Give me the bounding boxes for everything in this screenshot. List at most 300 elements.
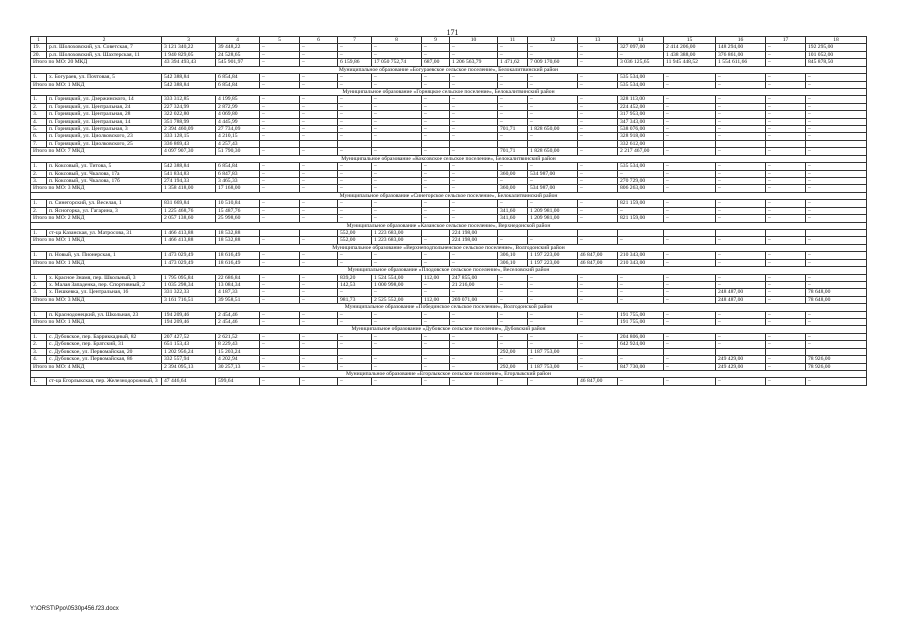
cell-col-14: –	[618, 356, 664, 363]
cell-col-14: 210 343,00	[618, 252, 664, 259]
cell-col-13: –	[578, 274, 618, 281]
cell-col-11: –	[498, 378, 528, 385]
cell-col-17: –	[766, 341, 806, 348]
cell-col-3: 194 209,46	[162, 311, 216, 318]
cell-col-15: 2 414 206,00	[664, 44, 716, 51]
cell-col-4: 18 532,88	[216, 237, 260, 244]
cell-col-3: 1 473 029,49	[162, 252, 216, 259]
cell-col-5: –	[260, 148, 300, 155]
cell-col-12: –	[528, 378, 578, 385]
cell-col-16: –	[716, 133, 766, 140]
cell-col-15: –	[664, 356, 716, 363]
cell-col-12: –	[528, 319, 578, 326]
cell-col-4: 51 790,30	[216, 148, 260, 155]
cell-col-15	[664, 229, 716, 236]
cell-col-17: –	[766, 207, 806, 214]
cell-col-8: –	[372, 51, 422, 58]
column-number-16: 16	[716, 37, 766, 44]
cell-col-3: 542 388,84	[162, 163, 216, 170]
cell-col-13	[578, 140, 618, 147]
cell-col-8: –	[372, 200, 422, 207]
cell-col-15: –	[664, 148, 716, 155]
cell-col-7: –	[338, 259, 372, 266]
row-number-cell: 1.	[31, 274, 47, 281]
cell-col-7: 839,20	[338, 274, 372, 281]
cell-col-17	[766, 140, 806, 147]
cell-col-7: 142,53	[338, 281, 372, 288]
cell-col-16: 248 487,00	[716, 289, 766, 296]
column-number-6: 6	[300, 37, 338, 44]
total-label: Итого по МО: 3 МКД	[31, 185, 162, 192]
row-number-cell: 4.	[31, 356, 47, 363]
cell-col-9: –	[422, 185, 450, 192]
total-row	[31, 81, 867, 88]
cell-col-3: 336 869,43	[162, 140, 216, 147]
cell-col-12: –	[528, 51, 578, 58]
cell-col-12: –	[528, 163, 578, 170]
total-label: Итого по МО: 1 МКД	[31, 81, 162, 88]
section-heading: Муниципальное образование «Плодовское сельское поселение», Веселовский район	[31, 267, 867, 274]
cell-col-4: 27 734,09	[216, 126, 260, 133]
cell-col-8: –	[372, 289, 422, 296]
cell-col-14: –	[618, 51, 664, 58]
column-number-row	[31, 37, 867, 44]
cell-col-17: –	[766, 378, 806, 385]
total-row	[31, 259, 867, 266]
cell-col-5	[260, 140, 300, 147]
cell-col-13: –	[578, 289, 618, 296]
section-heading-row	[31, 326, 867, 333]
address-cell: п. Горняцкий, ул. Циолковского, 25	[47, 140, 162, 147]
cell-col-18: –	[806, 259, 867, 266]
cell-col-6: –	[300, 378, 338, 385]
cell-col-5: –	[260, 215, 300, 222]
cell-col-18: –	[806, 178, 867, 185]
cell-col-6: –	[300, 148, 338, 155]
cell-col-7: –	[338, 178, 372, 185]
cell-col-13: –	[578, 281, 618, 288]
cell-col-4: 15 203,24	[216, 348, 260, 355]
cell-col-18: –	[806, 126, 867, 133]
cell-col-17: –	[766, 163, 806, 170]
cell-col-12: 1 187 753,00	[528, 348, 578, 355]
table-row	[31, 118, 867, 125]
cell-col-13: 46 847,00	[578, 259, 618, 266]
cell-col-18: –	[806, 96, 867, 103]
row-number-cell: 20.	[31, 51, 47, 58]
cell-col-16: 249 429,00	[716, 356, 766, 363]
section-heading: Муниципальное образование «Казанское сельское поселение», Верхнедонской район	[31, 222, 867, 229]
table-row	[31, 289, 867, 296]
row-number-cell: 2.	[31, 207, 47, 214]
cell-col-10: –	[450, 51, 498, 58]
cell-col-5: –	[260, 178, 300, 185]
table-row	[31, 252, 867, 259]
cell-col-17: –	[766, 311, 806, 318]
cell-col-5: –	[260, 341, 300, 348]
section-heading: Муниципальное образование «Синегорское сельское поселение», Белокалитвинский район	[31, 192, 867, 199]
table-row	[31, 51, 867, 58]
cell-col-5: –	[260, 378, 300, 385]
cell-col-10: –	[450, 163, 498, 170]
column-number-12: 12	[528, 37, 578, 44]
cell-col-14: 204 806,00	[618, 333, 664, 340]
cell-col-3: 541 834,83	[162, 170, 216, 177]
cell-col-6: –	[300, 126, 338, 133]
cell-col-14: 191 755,00	[618, 311, 664, 318]
cell-col-13: –	[578, 200, 618, 207]
cell-col-11: –	[498, 51, 528, 58]
cell-col-11: –	[498, 163, 528, 170]
cell-col-3: 2 394 095,13	[162, 363, 216, 370]
cell-col-4: 15 487,76	[216, 207, 260, 214]
address-cell: п. Горняцкий, ул. Центральная, 28	[47, 111, 162, 118]
cell-col-8: 1 223 683,00	[372, 237, 422, 244]
cell-col-12: –	[528, 311, 578, 318]
cell-col-12: –	[528, 237, 578, 244]
column-number-15: 15	[664, 37, 716, 44]
cell-col-14: 3 036 125,65	[618, 59, 664, 66]
cell-col-12	[528, 229, 578, 236]
address-cell: п. Горняцкий, ул. Циолковского, 23	[47, 133, 162, 140]
cell-col-8: –	[372, 170, 422, 177]
table-body	[31, 44, 867, 385]
cell-col-17: –	[766, 126, 806, 133]
cell-col-3: 194 209,46	[162, 319, 216, 326]
cell-col-11: 292,00	[498, 363, 528, 370]
cell-col-10: –	[450, 215, 498, 222]
cell-col-14: 191 755,00	[618, 319, 664, 326]
cell-col-17: –	[766, 252, 806, 259]
cell-col-7: –	[338, 311, 372, 318]
cell-col-7: –	[338, 289, 372, 296]
cell-col-18: –	[806, 200, 867, 207]
table-row	[31, 348, 867, 355]
cell-col-13: –	[578, 74, 618, 81]
cell-col-8: –	[372, 185, 422, 192]
cell-col-3: 1 940 829,05	[162, 51, 216, 58]
cell-col-6: –	[300, 103, 338, 110]
cell-col-12: 534 987,00	[528, 185, 578, 192]
cell-col-17: –	[766, 44, 806, 51]
cell-col-12: 1 197 223,00	[528, 252, 578, 259]
cell-col-18: –	[806, 207, 867, 214]
cell-col-13: –	[578, 215, 618, 222]
cell-col-17: –	[766, 296, 806, 303]
row-number-cell: 3.	[31, 111, 47, 118]
cell-col-3: 3 161 716,51	[162, 296, 216, 303]
table-row	[31, 170, 867, 177]
cell-col-11: –	[498, 133, 528, 140]
row-number-cell: 7.	[31, 140, 47, 147]
cell-col-12: 1 197 223,00	[528, 259, 578, 266]
cell-col-14: 224 452,00	[618, 103, 664, 110]
cell-col-11: –	[498, 118, 528, 125]
cell-col-11: 1 471,62	[498, 59, 528, 66]
cell-col-5: –	[260, 200, 300, 207]
cell-col-6	[300, 348, 338, 355]
cell-col-8: –	[372, 74, 422, 81]
cell-col-3: 1 225 468,76	[162, 207, 216, 214]
cell-col-4: 3 465,33	[216, 178, 260, 185]
row-number-cell: 1.	[31, 200, 47, 207]
cell-col-6: –	[300, 296, 338, 303]
cell-col-13: –	[578, 44, 618, 51]
cell-col-5: –	[260, 274, 300, 281]
cell-col-12: –	[528, 274, 578, 281]
section-heading: Муниципальное образование «Коксовское сельское поселение», Белокалитвинский район	[31, 155, 867, 162]
cell-col-7: –	[338, 44, 372, 51]
cell-col-16: –	[716, 252, 766, 259]
cell-col-5: –	[260, 103, 300, 110]
table-row	[31, 44, 867, 51]
cell-col-15: –	[664, 259, 716, 266]
row-number-cell: 1.	[31, 378, 47, 385]
cell-col-14: –	[618, 378, 664, 385]
cell-col-16: –	[716, 126, 766, 133]
cell-col-3: 2 057 138,60	[162, 215, 216, 222]
table-row	[31, 378, 867, 385]
cell-col-8: –	[372, 111, 422, 118]
cell-col-6: –	[300, 237, 338, 244]
address-cell: ст-ца Казанская, ул. Матросова, 31	[47, 229, 162, 236]
cell-col-7: –	[338, 319, 372, 326]
cell-col-15: –	[664, 341, 716, 348]
cell-col-11: –	[498, 311, 528, 318]
cell-col-11: 360,00	[498, 170, 528, 177]
cell-col-9: –	[422, 170, 450, 177]
table-row	[31, 126, 867, 133]
cell-col-3: 333 312,85	[162, 96, 216, 103]
cell-col-8: –	[372, 378, 422, 385]
address-cell: п. Горняцкий, ул. Дзержинского, 14	[47, 96, 162, 103]
cell-col-15	[664, 140, 716, 147]
cell-col-18: –	[806, 341, 867, 348]
cell-col-4: 10 510,84	[216, 200, 260, 207]
column-number-4: 4	[216, 37, 260, 44]
cell-col-11	[498, 229, 528, 236]
cell-col-14: 332 612,00	[618, 140, 664, 147]
address-cell: п. Горняцкий, ул. Центральная, 24	[47, 103, 162, 110]
cell-col-17: –	[766, 319, 806, 326]
cell-col-7: –	[338, 51, 372, 58]
cell-col-17: –	[766, 74, 806, 81]
cell-col-17: –	[766, 148, 806, 155]
cell-col-7: –	[338, 252, 372, 259]
cell-col-11	[498, 140, 528, 147]
cell-col-4: 8 229,43	[216, 341, 260, 348]
cell-col-5: –	[260, 118, 300, 125]
cell-col-10: 269 071,00	[450, 296, 498, 303]
cell-col-6	[300, 229, 338, 236]
cell-col-9: 112,00	[422, 274, 450, 281]
cell-col-10: –	[450, 126, 498, 133]
cell-col-13: –	[578, 207, 618, 214]
cell-col-14: 806 263,00	[618, 185, 664, 192]
column-number-8: 8	[372, 37, 422, 44]
cell-col-7: –	[338, 163, 372, 170]
cell-col-13: –	[578, 163, 618, 170]
cell-col-14	[618, 229, 664, 236]
address-cell: п. Коксовый, ул. Чкалова, 17а	[47, 170, 162, 177]
cell-col-17: –	[766, 274, 806, 281]
cell-col-10: 1 206 563,79	[450, 59, 498, 66]
address-cell: х. Пешкевка, ул. Центральная, 16	[47, 289, 162, 296]
cell-col-14: –	[618, 170, 664, 177]
cell-col-16: –	[716, 96, 766, 103]
cell-col-4: 4 445,99	[216, 118, 260, 125]
column-number-13: 13	[578, 37, 618, 44]
column-number-14: 14	[618, 37, 664, 44]
cell-col-5: –	[260, 281, 300, 288]
column-number-1: 1	[31, 37, 47, 44]
cell-col-15: –	[664, 74, 716, 81]
cell-col-10: 224 198,00	[450, 237, 498, 244]
cell-col-11: –	[498, 281, 528, 288]
cell-col-12: 534 987,00	[528, 170, 578, 177]
cell-col-7: –	[338, 74, 372, 81]
cell-col-6: –	[300, 356, 338, 363]
cell-col-8: –	[372, 133, 422, 140]
cell-col-12: –	[528, 200, 578, 207]
cell-col-4: 2 454,46	[216, 311, 260, 318]
cell-col-16: –	[716, 319, 766, 326]
cell-col-15: –	[664, 81, 716, 88]
address-cell: с. Дубовское, ул. Первомайская, 20	[47, 348, 162, 355]
cell-col-16: –	[716, 81, 766, 88]
cell-col-11: 341,60	[498, 215, 528, 222]
cell-col-9: –	[422, 207, 450, 214]
cell-col-10: –	[450, 74, 498, 81]
cell-col-16: 376 861,00	[716, 51, 766, 58]
total-label: Итого по МО: 3 МКД	[31, 296, 162, 303]
cell-col-5: –	[260, 185, 300, 192]
cell-col-12: –	[528, 133, 578, 140]
cell-col-4: 25 998,60	[216, 215, 260, 222]
cell-col-13: –	[578, 356, 618, 363]
cell-col-18: 78 648,00	[806, 289, 867, 296]
cell-col-15: –	[664, 237, 716, 244]
cell-col-6	[300, 140, 338, 147]
row-number-cell: 2.	[31, 281, 47, 288]
cell-col-9: –	[422, 237, 450, 244]
cell-col-16: –	[716, 333, 766, 340]
cell-col-18: –	[806, 252, 867, 259]
cell-col-18: –	[806, 237, 867, 244]
address-cell: п. Ясногорка, ул. Гагарина, 3	[47, 207, 162, 214]
cell-col-3: 1 466 413,88	[162, 237, 216, 244]
cell-col-13: –	[578, 51, 618, 58]
cell-col-6: –	[300, 281, 338, 288]
cell-col-5: –	[260, 356, 300, 363]
cell-col-9: –	[422, 341, 450, 348]
cell-col-8: –	[372, 252, 422, 259]
cell-col-7: –	[338, 103, 372, 110]
cell-col-15: –	[664, 333, 716, 340]
cell-col-15: –	[664, 96, 716, 103]
cell-col-15: –	[664, 378, 716, 385]
cell-col-18	[806, 140, 867, 147]
row-number-cell: 1.	[31, 333, 47, 340]
column-number-7: 7	[338, 37, 372, 44]
cell-col-8: –	[372, 319, 422, 326]
cell-col-16: –	[716, 378, 766, 385]
cell-col-9: –	[422, 178, 450, 185]
cell-col-9: –	[422, 378, 450, 385]
section-heading-row	[31, 155, 867, 162]
cell-col-14: 327 097,00	[618, 44, 664, 51]
cell-col-4: 2 454,46	[216, 319, 260, 326]
cell-col-5: –	[260, 59, 300, 66]
cell-col-9: –	[422, 215, 450, 222]
table-row	[31, 96, 867, 103]
address-cell: р.п. Шолоховский, ул. Шахтерская, 11	[47, 51, 162, 58]
cell-col-7: –	[338, 363, 372, 370]
address-cell: р.п. Шолоховский, ул. Советская, 7	[47, 44, 162, 51]
cell-col-11: –	[498, 44, 528, 51]
cell-col-4: 18 616,49	[216, 252, 260, 259]
total-label: Итого по МО: 1 МКД	[31, 237, 162, 244]
cell-col-7	[338, 348, 372, 355]
cell-col-4: 39 448,22	[216, 44, 260, 51]
cell-col-18: –	[806, 311, 867, 318]
table-row	[31, 103, 867, 110]
cell-col-8: –	[372, 311, 422, 318]
cell-col-15	[664, 348, 716, 355]
total-row	[31, 215, 867, 222]
cell-col-12: –	[528, 341, 578, 348]
cell-col-7: –	[338, 111, 372, 118]
cell-col-11: –	[498, 96, 528, 103]
table-row	[31, 74, 867, 81]
cell-col-6: –	[300, 200, 338, 207]
cell-col-11: 701,71	[498, 148, 528, 155]
row-number-cell: 4.	[31, 118, 47, 125]
cell-col-18: 78 926,00	[806, 363, 867, 370]
cell-col-6: –	[300, 274, 338, 281]
cell-col-12: 1 209 981,00	[528, 207, 578, 214]
cell-col-13: –	[578, 133, 618, 140]
cell-col-13: –	[578, 341, 618, 348]
cell-col-5: –	[260, 163, 300, 170]
section-heading-row	[31, 66, 867, 73]
table-row	[31, 229, 867, 236]
cell-col-11: –	[498, 111, 528, 118]
cell-col-15: –	[664, 281, 716, 288]
cell-col-7: 981,73	[338, 296, 372, 303]
cell-col-10: –	[450, 96, 498, 103]
cell-col-7: –	[338, 118, 372, 125]
cell-col-13: –	[578, 333, 618, 340]
cell-col-11: –	[498, 237, 528, 244]
address-cell: с. Дубовское, пер. Барриккадный, 82	[47, 333, 162, 340]
cell-col-17: –	[766, 237, 806, 244]
cell-col-4: 6 854,84	[216, 74, 260, 81]
cell-col-8: –	[372, 126, 422, 133]
section-heading: Муниципальное образование «Егорлыкское сельское поселение», Егорлыкский район	[31, 370, 867, 377]
cell-col-10: –	[450, 378, 498, 385]
cell-col-12: –	[528, 44, 578, 51]
cell-col-5: –	[260, 311, 300, 318]
cell-col-12: 1 828 650,00	[528, 126, 578, 133]
cell-col-17: –	[766, 289, 806, 296]
cell-col-10: 247 855,00	[450, 274, 498, 281]
cell-col-6: –	[300, 289, 338, 296]
cell-col-14: 642 924,00	[618, 341, 664, 348]
cell-col-18: –	[806, 170, 867, 177]
cell-col-18: –	[806, 215, 867, 222]
cell-col-7: –	[338, 207, 372, 214]
